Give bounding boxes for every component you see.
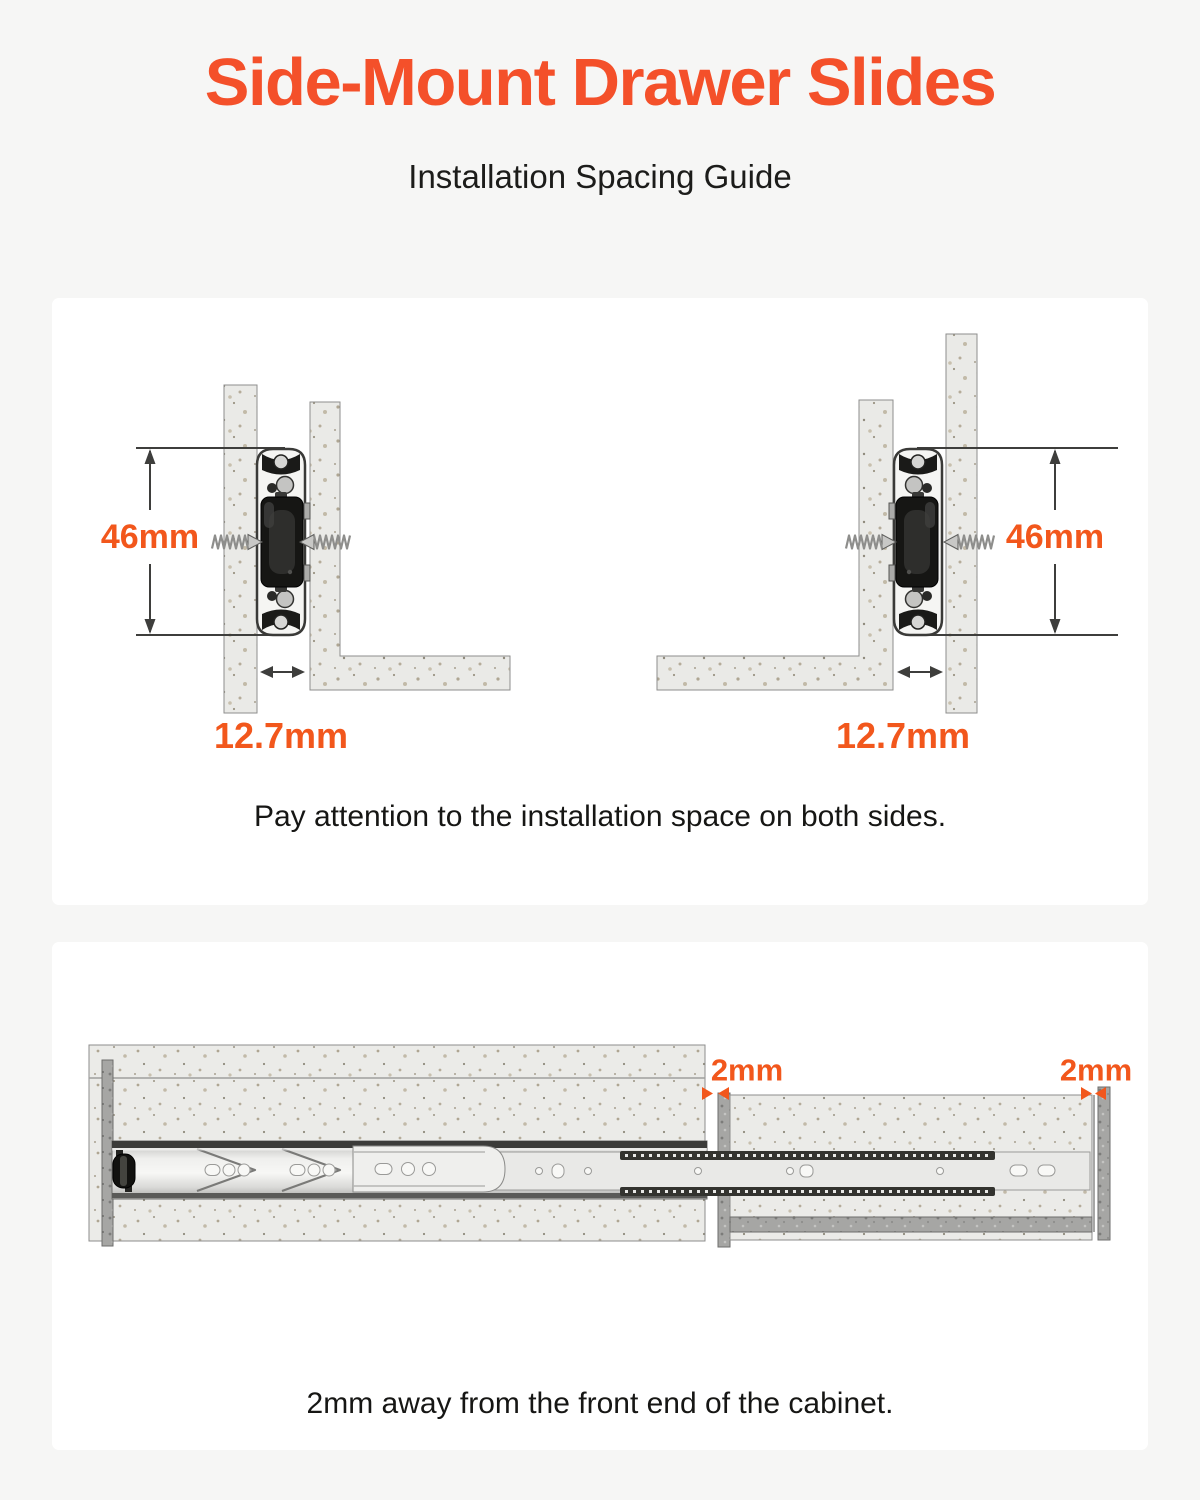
front-gap-caption: 2mm away from the front end of the cabinet. — [306, 1387, 894, 1420]
dimension-label-2mm-right: 2mm — [1059, 1052, 1133, 1088]
gap-dimension-12.7mm — [260, 666, 305, 678]
cabinet-back-panel — [102, 1060, 113, 1246]
front-gap-diagram — [52, 942, 1148, 1450]
gap-dimension-12.7mm — [897, 666, 943, 678]
drawer-bottom-panel — [730, 1217, 1092, 1232]
front-gap-panel — [52, 942, 1148, 1450]
installation-spacing-panel — [52, 298, 1148, 905]
dimension-label-46mm-left: 46mm — [100, 518, 200, 556]
cabinet-side-board — [946, 334, 977, 713]
dimension-label-12.7mm-left: 12.7mm — [213, 715, 349, 756]
dimension-label-2mm-left: 2mm — [710, 1052, 784, 1088]
page-subtitle: Installation Spacing Guide — [408, 158, 792, 195]
dimension-label-12.7mm-right: 12.7mm — [835, 715, 971, 756]
cabinet-side-board — [224, 385, 257, 713]
rail-end-roller — [113, 1150, 135, 1192]
page-title: Side-Mount Drawer Slides — [204, 45, 996, 120]
dimension-label-46mm-right: 46mm — [1005, 518, 1105, 556]
drawer-front-panel — [1098, 1087, 1110, 1240]
middle-rail — [353, 1146, 505, 1192]
spacing-panel-caption: Pay attention to the installation space on both sides. — [253, 800, 947, 833]
